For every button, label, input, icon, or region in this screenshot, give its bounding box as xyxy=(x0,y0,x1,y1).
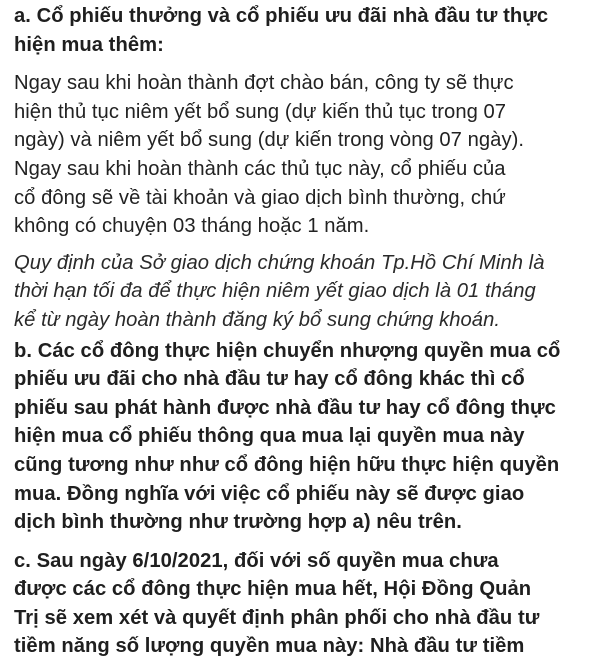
section-c-line: được các cổ đông thực hiện mua hết, Hội Đồng Quản xyxy=(14,578,532,601)
section-c-line: c. Sau ngày 6/10/2021, đối với số quyền mua chưa xyxy=(14,549,499,572)
section-a-paragraph-line: ngày) và niêm yết bổ sung (dự kiến trong vòng 07 ngày). xyxy=(14,129,525,152)
section-b-line: hiện mua cổ phiếu thông qua mua lại quyền mua này xyxy=(14,425,525,448)
section-c-paragraph xyxy=(14,547,586,661)
section-b-line: phiếu sau phát hành được nhà đầu tư hay cổ đông thực xyxy=(14,396,556,419)
section-b-line: b. Các cổ đông thực hiện chuyển nhượng quyền mua cổ xyxy=(14,339,561,362)
section-a-paragraph-line: cổ đông sẽ về tài khoản và giao dịch bình thường, chứ xyxy=(14,186,506,209)
section-b-line: mua. Đồng nghĩa với việc cổ phiếu này sẽ được giao xyxy=(14,482,525,505)
section-b-paragraph xyxy=(14,337,586,537)
section-b-line: phiếu ưu đãi cho nhà đầu tư hay cổ đông khác thì cổ xyxy=(14,368,525,391)
section-a-heading-line: a. Cổ phiếu thưởng và cổ phiếu ưu đãi nhà đầu tư thực xyxy=(14,5,549,27)
section-c-line: Trị sẽ xem xét và quyết định phân phối cho nhà đầu tư xyxy=(14,606,540,629)
section-a-paragraph-line: Ngay sau khi hoàn thành đợt chào bán, công ty sẽ thực xyxy=(14,72,514,95)
section-a-paragraph-line: hiện thủ tục niêm yết bổ sung (dự kiến thủ tục trong 07 xyxy=(14,100,507,123)
document-page xyxy=(0,2,600,658)
section-a-note-line: Quy định của Sở giao dịch chứng khoán Tp.Hồ Chí Minh là xyxy=(14,251,545,274)
section-a-note-line: kể từ ngày hoàn thành đăng ký bổ sung chứng khoán. xyxy=(14,308,501,331)
section-b-line: dịch bình thường như trường hợp a) nêu trên. xyxy=(14,511,462,534)
section-a-note-line: thời hạn tối đa để thực hiện niêm yết giao dịch là 01 tháng xyxy=(14,280,536,303)
section-c-line: tiềm năng số lượng quyền mua này: Nhà đầu tư tiềm xyxy=(14,635,525,658)
section-a-note xyxy=(14,249,586,335)
section-a-heading xyxy=(14,2,586,59)
section-a-paragraph-line: không có chuyện 03 tháng hoặc 1 năm. xyxy=(14,215,370,238)
section-a-paragraph-line: Ngay sau khi hoàn thành các thủ tục này, cổ phiếu của xyxy=(14,157,506,180)
section-a-paragraph xyxy=(14,69,586,241)
section-b-line: cũng tương như như cổ đông hiện hữu thực hiện quyền xyxy=(14,453,560,476)
section-a-heading-line: hiện mua thêm: xyxy=(14,33,164,56)
